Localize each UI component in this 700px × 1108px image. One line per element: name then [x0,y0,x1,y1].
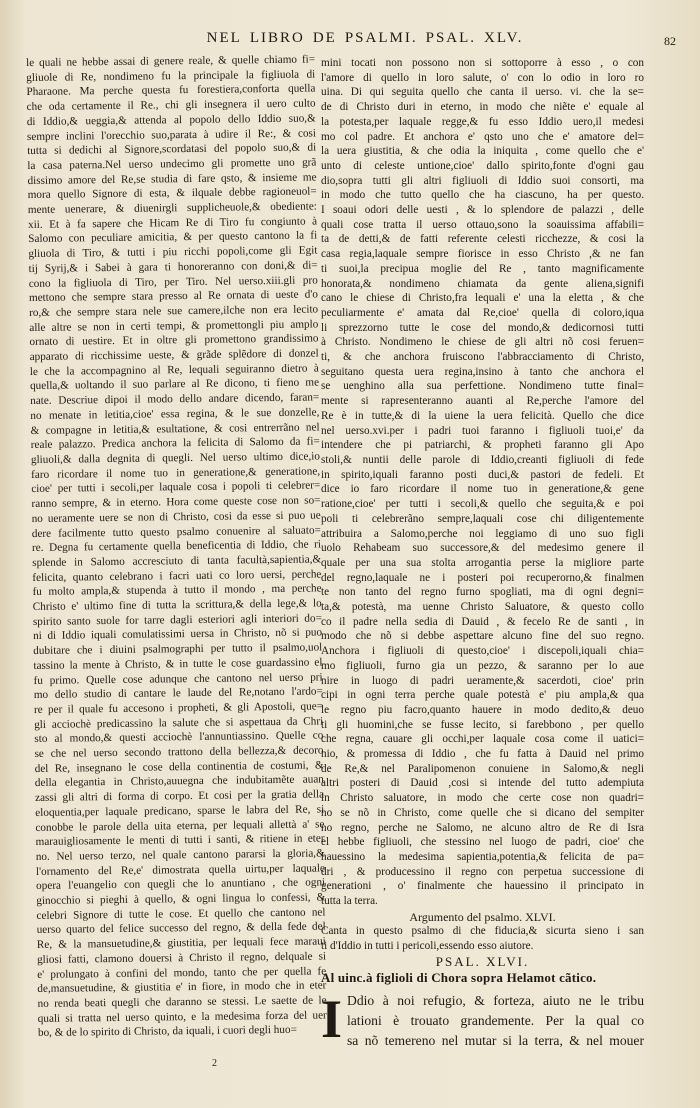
text-line: quale per una sua stolta arrogantia perse la migliore parte [321,556,644,569]
verse-line: sa nõ temereno nel mutar si la terra, & nel mouer [347,1033,644,1049]
text-line: no menate in letitia,cioe' essa regina, & le sue donzelle, [30,406,320,422]
text-line: & compagne in letitia,& esultatione, & cosi entrerrãno nel [30,421,320,437]
text-line: la uera giustitia, & che odia la iniquita , come quello che e' [321,145,644,158]
text-line: re. Degna fu certamente quella beneficentia di Iddio, che ri [31,538,322,555]
text-line: altri posteri di Dauid ,cosi si intende del tutto adempiuta [321,777,644,790]
text-line: dice io faro ricordare il nome tuo in generatione,& gene [321,483,644,496]
argument-title: Argumento del psalmo. XLVI. [409,909,556,924]
text-line: dri , & producessino il regno con perpetua successione di [321,865,644,878]
text-line: co il padre nella sedia di Dauid , & fecelo Re de santi , in [321,615,644,628]
right-column [321,56,644,1056]
text-line: nio, & promessa di Iddio , che fu fatta à Dauid nel primo [321,748,644,761]
text-line: attribuira a Salomo,perche noi leggiamo di uno suo figli [321,527,644,540]
text-line: poli ti celebrerãno sempre,laquali cose chi diligentemente [321,512,644,525]
header-word: LIBRO [249,30,305,46]
text-line: mini tocati non possono non si sottoporre à esso , o con [321,57,644,69]
text-line: fu primo. Quelle cose adunque che cantono nel uerso pri [33,670,323,687]
text-line: ta,& potestà, ma uenne Christo Saluatore, & questo collo [321,601,644,614]
text-line: tutta la terra. [321,895,378,908]
text-line: ta de detti,& de fatti referente celesti ricchezze, & cosi la [321,233,644,246]
text-line: se uenghino alla sua perfettione. Nondimeno tutte final= [321,380,644,393]
text-line: de,mansuetudine, & giustitia e' in fiore, in modo che in eter [37,979,327,996]
text-line: Salomo con peculiare amicitia, & per questo cantono la fi [28,229,318,246]
text-line: intendere che pi patriarchi, & propheti faranno gli Apo [321,439,644,452]
text-line: mente si rapresenteranno auanti al Re,perche l'amore del [321,395,644,408]
text-line: in Christo saluatore, in modo che certe cose non quadri= [321,792,644,805]
text-line: no regno, perche ne Salomo, ne alcuno altro de Re di Isra [321,821,644,834]
text-line: modo che nõ si debbe aspettare alcuno fine del suo regno. [321,630,644,643]
left-column [26,52,327,1055]
text-line: xii. Et à fa sapere che Hicam Re di Tiro fu congiunto à [27,215,318,231]
text-line: dubitare che i diuini psalmographi per tutto il psalmo,uol [33,641,323,658]
text-line: Anchora i figliuoli di questo,cioe' i discepoli,iquali chia= [321,645,644,658]
argument-line: Canta in questo psalmo di che fiducia,& sicurta sieno i san [321,925,644,938]
argument-text [321,924,644,953]
text-line: nate. Descriue dipoi il modo dello andare dicendo, faran= [30,391,320,408]
verse-lines [321,991,644,1051]
text-line: sempre inclini l'orecchio suo,parata à udire il Re:, & cosi [26,126,317,143]
text-line: celebri Signore di tutte le cose. Et quello che cantono nel [36,906,326,922]
verse-line: lationi è trouato grandemente. Per la qual co [347,1013,644,1029]
text-line: mo figliuoli, furno gia un pezzo, & saranno per lo aue [321,659,644,672]
text-line: le quali ne hebbe assai di genere reale, & quelle chiamo fi= [26,53,316,69]
text-line: unto di celeste untione,cioe' dallo spirito,fonte d'ogni gau [321,159,644,172]
text-line: ratione,cioe' per tutti i secoli,& quello che seguita,& e poi [321,498,644,511]
text-line: conobbe le parole della uita eterna, per lequali allettà a' se [35,817,325,834]
text-line: ornato di uestire. Et in oltre gli promettono grandissimo [29,332,319,349]
text-line: che regna, cauare gli occhi,per laquale cosa come il uatici= [321,733,644,746]
text-line: gliuola di Tiro, & tutti i piu ricchi popoli,come gli Egit [28,244,318,261]
text-line: re per il quale fu accesono i propheti, & gli Apostoli, que= [33,700,324,716]
text-line: faro ricordare il nome tuo in generatione,& generatione, [31,465,321,481]
commentary-text [321,56,644,909]
text-line: di Iddio,& ueggia,& attenda al popolo dello Iddio suo,& [26,112,316,128]
text-line: ginocchio si pieghi à quello, & ogni lingua lo confessi, & [36,891,326,908]
text-line: le regno piu facro,quanto hauere in modo dedito,& deuo [321,703,644,716]
text-line: el hebbe figliuoli, che stessino nel luogo de padri, cioe' che [321,836,644,849]
text-line: uolo Rehabeam suo successore,& del medesimo genere il [321,542,644,555]
text-line: à Christo. Nondimeno le chiese de gli altri nõ cosi feruen= [321,336,644,349]
text-line: no. Nel uerso terzo, nel quale cantono pararsi la gloria,& [35,847,325,863]
text-line: hauessino la medesima sapientia,potentia,& felicita de pa= [321,850,644,863]
text-line: che oda certamente il Re., chi gli insegnera il uero culto [26,97,316,114]
text-line: nire in luogo di padri ueramente,& sacerdoti, cioe' prin [321,674,644,687]
text-line: dere facilmente tutto questo psalmo conuenire al saluato= [31,523,321,540]
text-line: no renda beati quegli che daranno se stessi. Le saette de le [37,994,327,1010]
text-line: quali cose tratta il uerso ottauo,sono la soauissima affabili= [321,218,644,231]
text-line: del Re, insegnano le cose della continentia de costumi, & [34,759,324,775]
text-line: apparato di ricchissime ueste, & grãde splẽdore di donzel [29,347,319,364]
text-line: Re, & la mansuetudine,& giustitia, per lequali fece maraui [36,935,326,952]
text-line: le che la accompagnino al Re, lequali seguiranno dietro à [29,362,319,378]
header-word: DE [312,30,337,46]
verse-line: Ddio à noi refugio, & forteza, aiuto ne le tribu [347,993,644,1009]
text-line: stoli,& nuntii delle parole di Iddio,creanti figliuoli di fede [321,453,644,466]
text-line: ro,& che sempre stara nele sue camere,ilche non era lecito [29,303,319,319]
text-line: Re è in tutte,& di la uiene la uera felicità. Quello che dice [321,409,644,422]
text-line: Pharaone. Ma perche questa fu forestiera,conforta quella [26,82,316,99]
text-line: Christo e' ultimo fine di tutta la scrittura,& della lege,& lo [32,597,322,613]
text-line: honorata,& nondimeno chiamata da gente aliena,signifi [321,277,644,290]
text-line: generationi , o' finalmente che hauessino il principato in [321,880,644,893]
text-line: dio,sopra tutti gli altri figliuoli di Iddio suoi consorti, ma [321,174,644,187]
text-line: mente uenerare, & diuenirgli supplicheuole,& obediente: [27,200,317,217]
text-line: uina. Di qui seguita quello che canta il uerso. vi. che la se= [321,86,644,99]
text-line: cipi in ogni terra perche quale potestà e' piu ampla,& qua [321,689,644,702]
text-line: ti, & che anchora fruiscono l'abbracciamento di Christo, [321,351,644,364]
psalm-subtitle: Al uinc.à figlioli di Chora sopra Helamot cãtico. [321,969,597,985]
text-line: tassino la mente à Christo, & in tutte le cose guardassino el [33,656,323,672]
text-line: li sprezzorno tutte le cose del mondo,& dedicornosi tutti [321,321,644,334]
text-line: la potesta,per laquale regge,& fu esso Iddio uero,il medesi [321,115,644,128]
text-line: mora quello Signore di esta, & ilquale debbe ragioneuol= [27,185,317,202]
header-word: XLV. [484,30,524,46]
text-line: nel uerso.xvi.per i padri tuoi faranno i figliuoli tuoi,e' da [321,424,644,437]
text-line: seguitano questa uera regina,insino à tanto che anchora el [321,365,644,378]
text-line: reale palazzo. Predica anchora la felicita di Salomo da fi= [30,435,320,452]
text-line: felicita, quanto celebrano i facri uati co loro uersi, perche [32,568,322,584]
text-line: l'ornamento del Re,e' dimostrata quella uirtu,per laquale [35,862,326,878]
text-line: della elegantia in Christo,auuegna che indubitamẽte auan [34,773,324,790]
text-line: gliuoli,& dalla degnita di quegli. Nel uerso ultimo dice,io [30,450,320,466]
header-word: NEL [206,30,242,46]
text-line: del regno,laquale ne i posteri poi recuperorno,& finalmen [321,571,644,584]
text-line: tutta si dedichi al Signore,scordatasi del popolo suo,& di [27,141,317,158]
text-line: spirito santo suole for tarre dagli esteriori agli interiori do= [32,612,322,628]
text-line: bo, & de lo spirito di Christo, da iquali, i cuori degli huo= [37,1024,297,1040]
text-line: zassi gli altri di forma di corpo. Et cosi per la gratia della [34,788,325,805]
text-line: opera l'euangelio con quegli che lo anuntiano , che ogni [36,876,326,893]
text-line: ranno sempre, & in eterno. Hora come queste cose non so= [31,494,321,511]
text-line: ti gli huomini,che se fusse lecito, si farebbono , per quello [321,718,644,731]
text-line: casa regia,laquale sempre fiorisce in esso Christo ,& ne fan [321,248,644,261]
psalm-verse [321,991,644,1051]
text-line: in spirito,iquali faranno posti duci,& pastori de fedeli. Et [321,468,644,481]
text-line: cono la figliuola di Tiro, per Tiro. Nel uerso.xiii.gli pro [28,273,318,290]
text-line: cano le chiese di Christo,fra lequali e' una la eletta , & che [321,292,644,305]
argument-line: ti d'Iddio in tutti i pericoli,essendo esso aiutore. [321,940,534,953]
text-line: l'amore di quello in loro salute, o' con lo odio in loro ro [321,71,644,84]
text-line: quali si tratta nel uerso quinto, e la medesima forza del uer [37,1009,327,1025]
text-line: gliuole di Re, nondimeno fu la principale la figliuola di [26,68,316,84]
header-word: PSAL. [425,30,477,46]
text-line: gli acciochè predicassino la salute che si aspettaua da Chri [34,715,324,731]
text-line: peculiarmente e' amata dal Re,cioe' quella di coloro,iqua [321,306,644,319]
text-line: te non tanto del regno furno spogliati, ma di ogni degni= [321,586,644,599]
text-line: de Re,& nel Paralipomenon conuiene in Salomo,& negli [321,762,644,775]
text-line: gliosi fatti, clamono douersi à Christo il regno, delquale si [36,950,327,966]
text-line: mo col padre. Et anchora e' qsto uno che e' amatore del= [321,130,644,143]
text-line: sto al mondo,& questi acciochè l'annuntiassino. Quelle co [34,729,324,746]
text-line: uerso quarto del felice successo del regno, & della fede del [36,920,326,937]
text-line: de di Christo duri in eterno, in modo che niẽte e' equale al [321,101,644,114]
text-line: alle altre se non in certi tempi, & promettongli piu amplo [29,318,319,334]
text-line: eloquentia,per laquale predicano, sparse le labra del Re, si [35,803,325,819]
text-line: splende in Salomo accresciuto di tanta facultà,sapientia,& [32,553,322,569]
text-line: I soaui odori delle uesti , & lo splendore de palazzi , delle [321,204,644,217]
running-header [130,30,600,52]
folio-number: 82 [664,34,676,48]
psalm-heading: PSAL. XLVI. [435,953,530,969]
text-line: la casa paterna.Nel uerso undecimo gli promette uno grã [27,156,317,172]
text-line: fu molto ampla,& stupenda à tutto il mondo , ma perche [32,582,322,599]
text-line: no se nõ in Christo, come quelle che si dicano del sempiter [321,806,644,819]
text-line: ti suoi,la precipua moglie del Re , tanto magnificamente [321,262,644,275]
text-line: e' prolungato à confini del mondo, tanto che per quella fe [37,964,327,981]
text-line: tij Syrij,& i Sabei à gara ti honoreranno con doni,& di= [28,259,318,275]
text-line: in modo che tutto quello che ha ciascuno, ha per questo. [321,189,644,202]
text-line: ni di Iddio iquali comulatissimi uersa in Christo, nõ si puo [33,626,323,643]
text-line: cioe' per tutti i secoli,per laquale cosa i popoli ti celebrer= [31,479,321,496]
text-line: quella,& uoltando il suo parlare al Re dicono, ti fieno me [29,376,320,393]
drop-cap: I [321,989,343,1050]
text-line: marauigliosamente le menti di tutti i santi, & ritiene in eter [35,832,325,849]
text-line: no ueramente uere se non di Christo, cosi da esse si puo ue [31,509,321,525]
text-line: mo dello studio di cantare le laude del Re,notano l'ardo= [33,685,323,702]
signature-mark: 2 [212,1058,217,1069]
text-line: se che nel uerso secondo trattono della bellezza,& decoro [34,744,324,760]
header-word: PSALMI. [344,30,418,46]
text-line: dissimo amore del Re,se studia di fare qsto, & insieme me [27,171,317,187]
text-line: mettono che sempre stara presso al Re ornata di ueste d'o [28,288,319,305]
